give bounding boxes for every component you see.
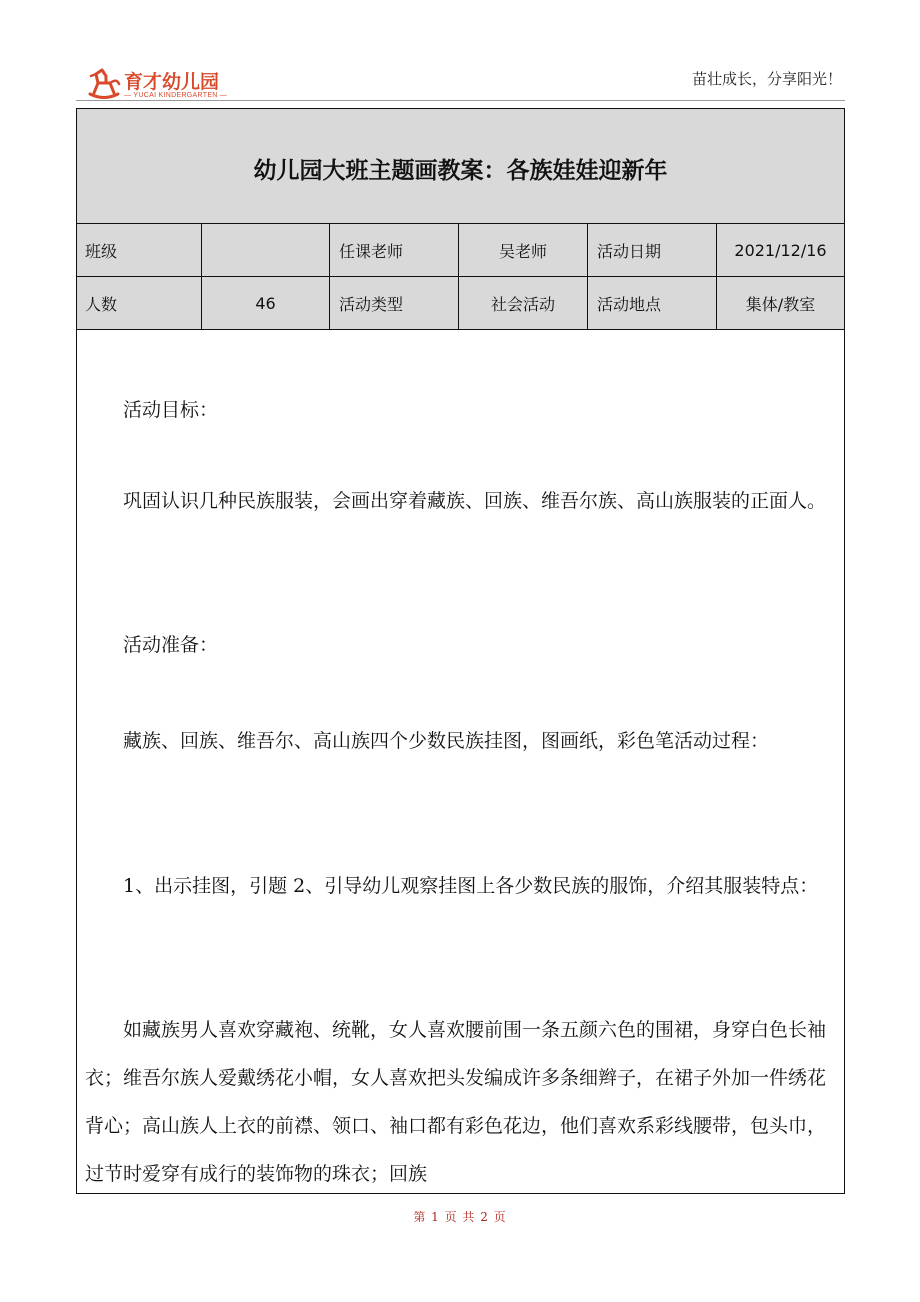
value-headcount: 46 bbox=[201, 277, 329, 329]
paragraph-step-1: 1、出示挂图，引题 2、引导幼儿观察挂图上各少数民族的服饰，介绍其服装特点： bbox=[123, 875, 819, 897]
info-row-2 bbox=[77, 277, 844, 330]
section-heading-preparation: 活动准备： bbox=[123, 634, 219, 656]
label-location: 活动地点 bbox=[587, 277, 716, 329]
logo-subtitle: — YUCAI KINDERGARTEN — bbox=[124, 92, 228, 99]
label-class: 班级 bbox=[85, 241, 118, 261]
title-cell bbox=[77, 109, 844, 224]
value-date: 2021/12/16 bbox=[716, 224, 844, 276]
page-header bbox=[0, 0, 920, 108]
label-activity-type: 活动类型 bbox=[329, 277, 458, 329]
lesson-plan-table bbox=[76, 108, 845, 1194]
value-location: 集体/教室 bbox=[716, 277, 844, 329]
lesson-content bbox=[77, 330, 844, 1193]
label-teacher: 任课老师 bbox=[329, 224, 458, 276]
logo-name: 育才幼儿园 bbox=[124, 71, 220, 93]
value-activity-type: 社会活动 bbox=[458, 277, 587, 329]
paragraph-preparation: 藏族、回族、维吾尔、高山族四个少数民族挂图，图画纸，彩色笔活动过程： bbox=[123, 730, 770, 752]
header-divider bbox=[76, 100, 845, 101]
paragraph-costume-details: 如藏族男人喜欢穿藏袍、统靴，女人喜欢腰前围一条五颜六色的围裙，身穿白色长袖衣；维吾尔族人爱戴绣花小帽，女人喜欢把头发编成许多条细辫子，在裙子外加一件绣花背心；高山族人上衣的前襟、领口、袖口都有彩色花边，他们喜欢系彩线腰带，包头巾，过节时爱穿有成行的装饰物的珠衣；回族 bbox=[85, 1019, 827, 1185]
document-title: 幼儿园大班主题画教案：各族娃娃迎新年 bbox=[253, 157, 668, 184]
section-heading-goals: 活动目标： bbox=[123, 399, 219, 421]
rocking-horse-icon bbox=[84, 64, 124, 102]
info-row-1 bbox=[77, 224, 844, 277]
value-teacher: 吴老师 bbox=[458, 224, 587, 276]
header-slogan: 苗壮成长，分享阳光！ bbox=[691, 70, 842, 88]
value-class bbox=[201, 224, 329, 276]
label-headcount: 人数 bbox=[85, 294, 118, 314]
page-number: 第 1 页 共 2 页 bbox=[413, 1210, 507, 1224]
paragraph-goals: 巩固认识几种民族服装，会画出穿着藏族、回族、维吾尔族、高山族服装的正面人。 bbox=[123, 490, 827, 512]
kindergarten-logo bbox=[84, 64, 254, 104]
label-date: 活动日期 bbox=[587, 224, 716, 276]
